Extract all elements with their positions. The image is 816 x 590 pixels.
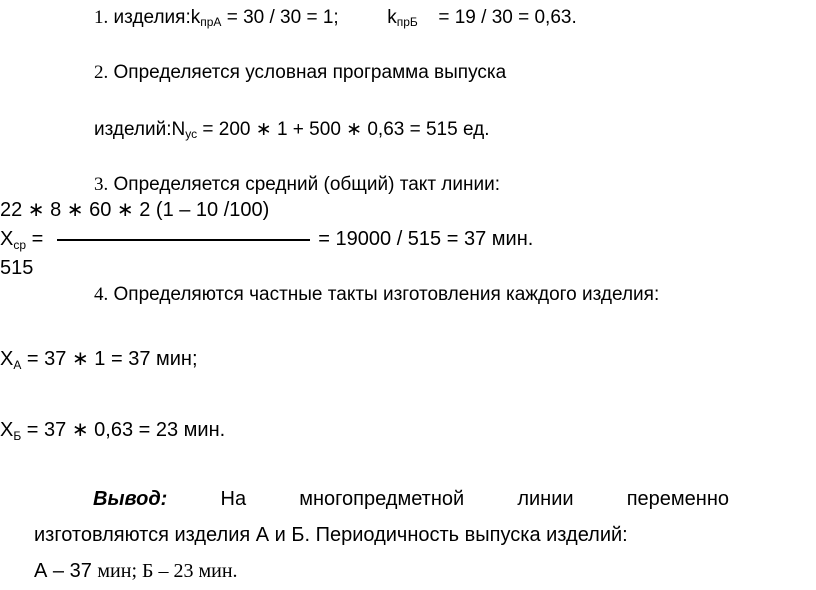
- item2-expr: = 200 ∗ 1 + 500 ∗ 0,63 = 515 ед.: [202, 119, 490, 140]
- k-sub-a: прА: [200, 15, 222, 29]
- fraction-bar: [57, 239, 310, 241]
- item4-heading: [94, 285, 659, 304]
- xb-formula: [0, 420, 225, 442]
- item1-number: 1.: [94, 7, 109, 28]
- x-cp-symbol: Х: [0, 228, 14, 250]
- conclusion-b: мин; Б – 23 мин.: [97, 560, 238, 582]
- fraction-numerator: 22 ∗ 8 ∗ 60 ∗ 2 (1 – 10 /100): [0, 199, 270, 221]
- conclusion-word3: линии: [517, 488, 574, 510]
- xb-symbol: Х: [0, 419, 14, 441]
- item2-formula: [94, 120, 489, 140]
- conclusion-line1: [93, 489, 729, 509]
- item3-text: Определяется средний (общий) такт линии:: [113, 174, 501, 195]
- conclusion-word4: переменно: [626, 488, 730, 510]
- expr-a: = 30 / 30 = 1;: [226, 7, 339, 28]
- item2-text: Определяется условная программа выпуска: [113, 62, 507, 83]
- k-symbol: k: [190, 7, 201, 28]
- item2-heading: [94, 63, 506, 82]
- conclusion-line3: [34, 561, 238, 581]
- x-cp-eq: =: [31, 228, 44, 250]
- conclusion-label: Вывод:: [93, 488, 168, 510]
- k-sub-b: прБ: [396, 15, 418, 29]
- item3-heading: [94, 175, 500, 194]
- xa-sub: А: [13, 358, 22, 372]
- xb-sub: Б: [13, 429, 22, 443]
- conclusion-a: А – 37: [34, 560, 92, 582]
- item4-number: 4.: [94, 284, 109, 305]
- n-sub: ус: [185, 127, 198, 141]
- item1-label: изделия:: [113, 7, 191, 28]
- xa-symbol: Х: [0, 348, 14, 370]
- xa-formula: [0, 349, 198, 371]
- x-cp-sub: ср: [13, 238, 27, 252]
- item3-number: 3.: [94, 174, 109, 195]
- item1-line: [94, 8, 577, 28]
- conclusion-word2: многопредметной: [299, 488, 465, 510]
- xb-expr: = 37 ∗ 0,63 = 23 мин.: [26, 419, 226, 441]
- conclusion-line2: изготовляются изделия А и Б. Периодичность выпуска изделий:: [34, 524, 628, 546]
- item2-label: изделий:N: [94, 119, 186, 140]
- fraction-line: [0, 229, 533, 251]
- x-cp-result: = 19000 / 515 = 37 мин.: [318, 228, 534, 250]
- conclusion-word1: На: [220, 488, 247, 510]
- xa-expr: = 37 ∗ 1 = 37 мин;: [26, 348, 198, 370]
- expr-b: = 19 / 30 = 0,63.: [438, 7, 577, 28]
- fraction-denominator: 515: [0, 257, 34, 279]
- item4-text: Определяются частные такты изготовления каждого изделия:: [113, 284, 660, 305]
- k-symbol-b: k: [387, 7, 397, 28]
- item2-number: 2.: [94, 62, 109, 83]
